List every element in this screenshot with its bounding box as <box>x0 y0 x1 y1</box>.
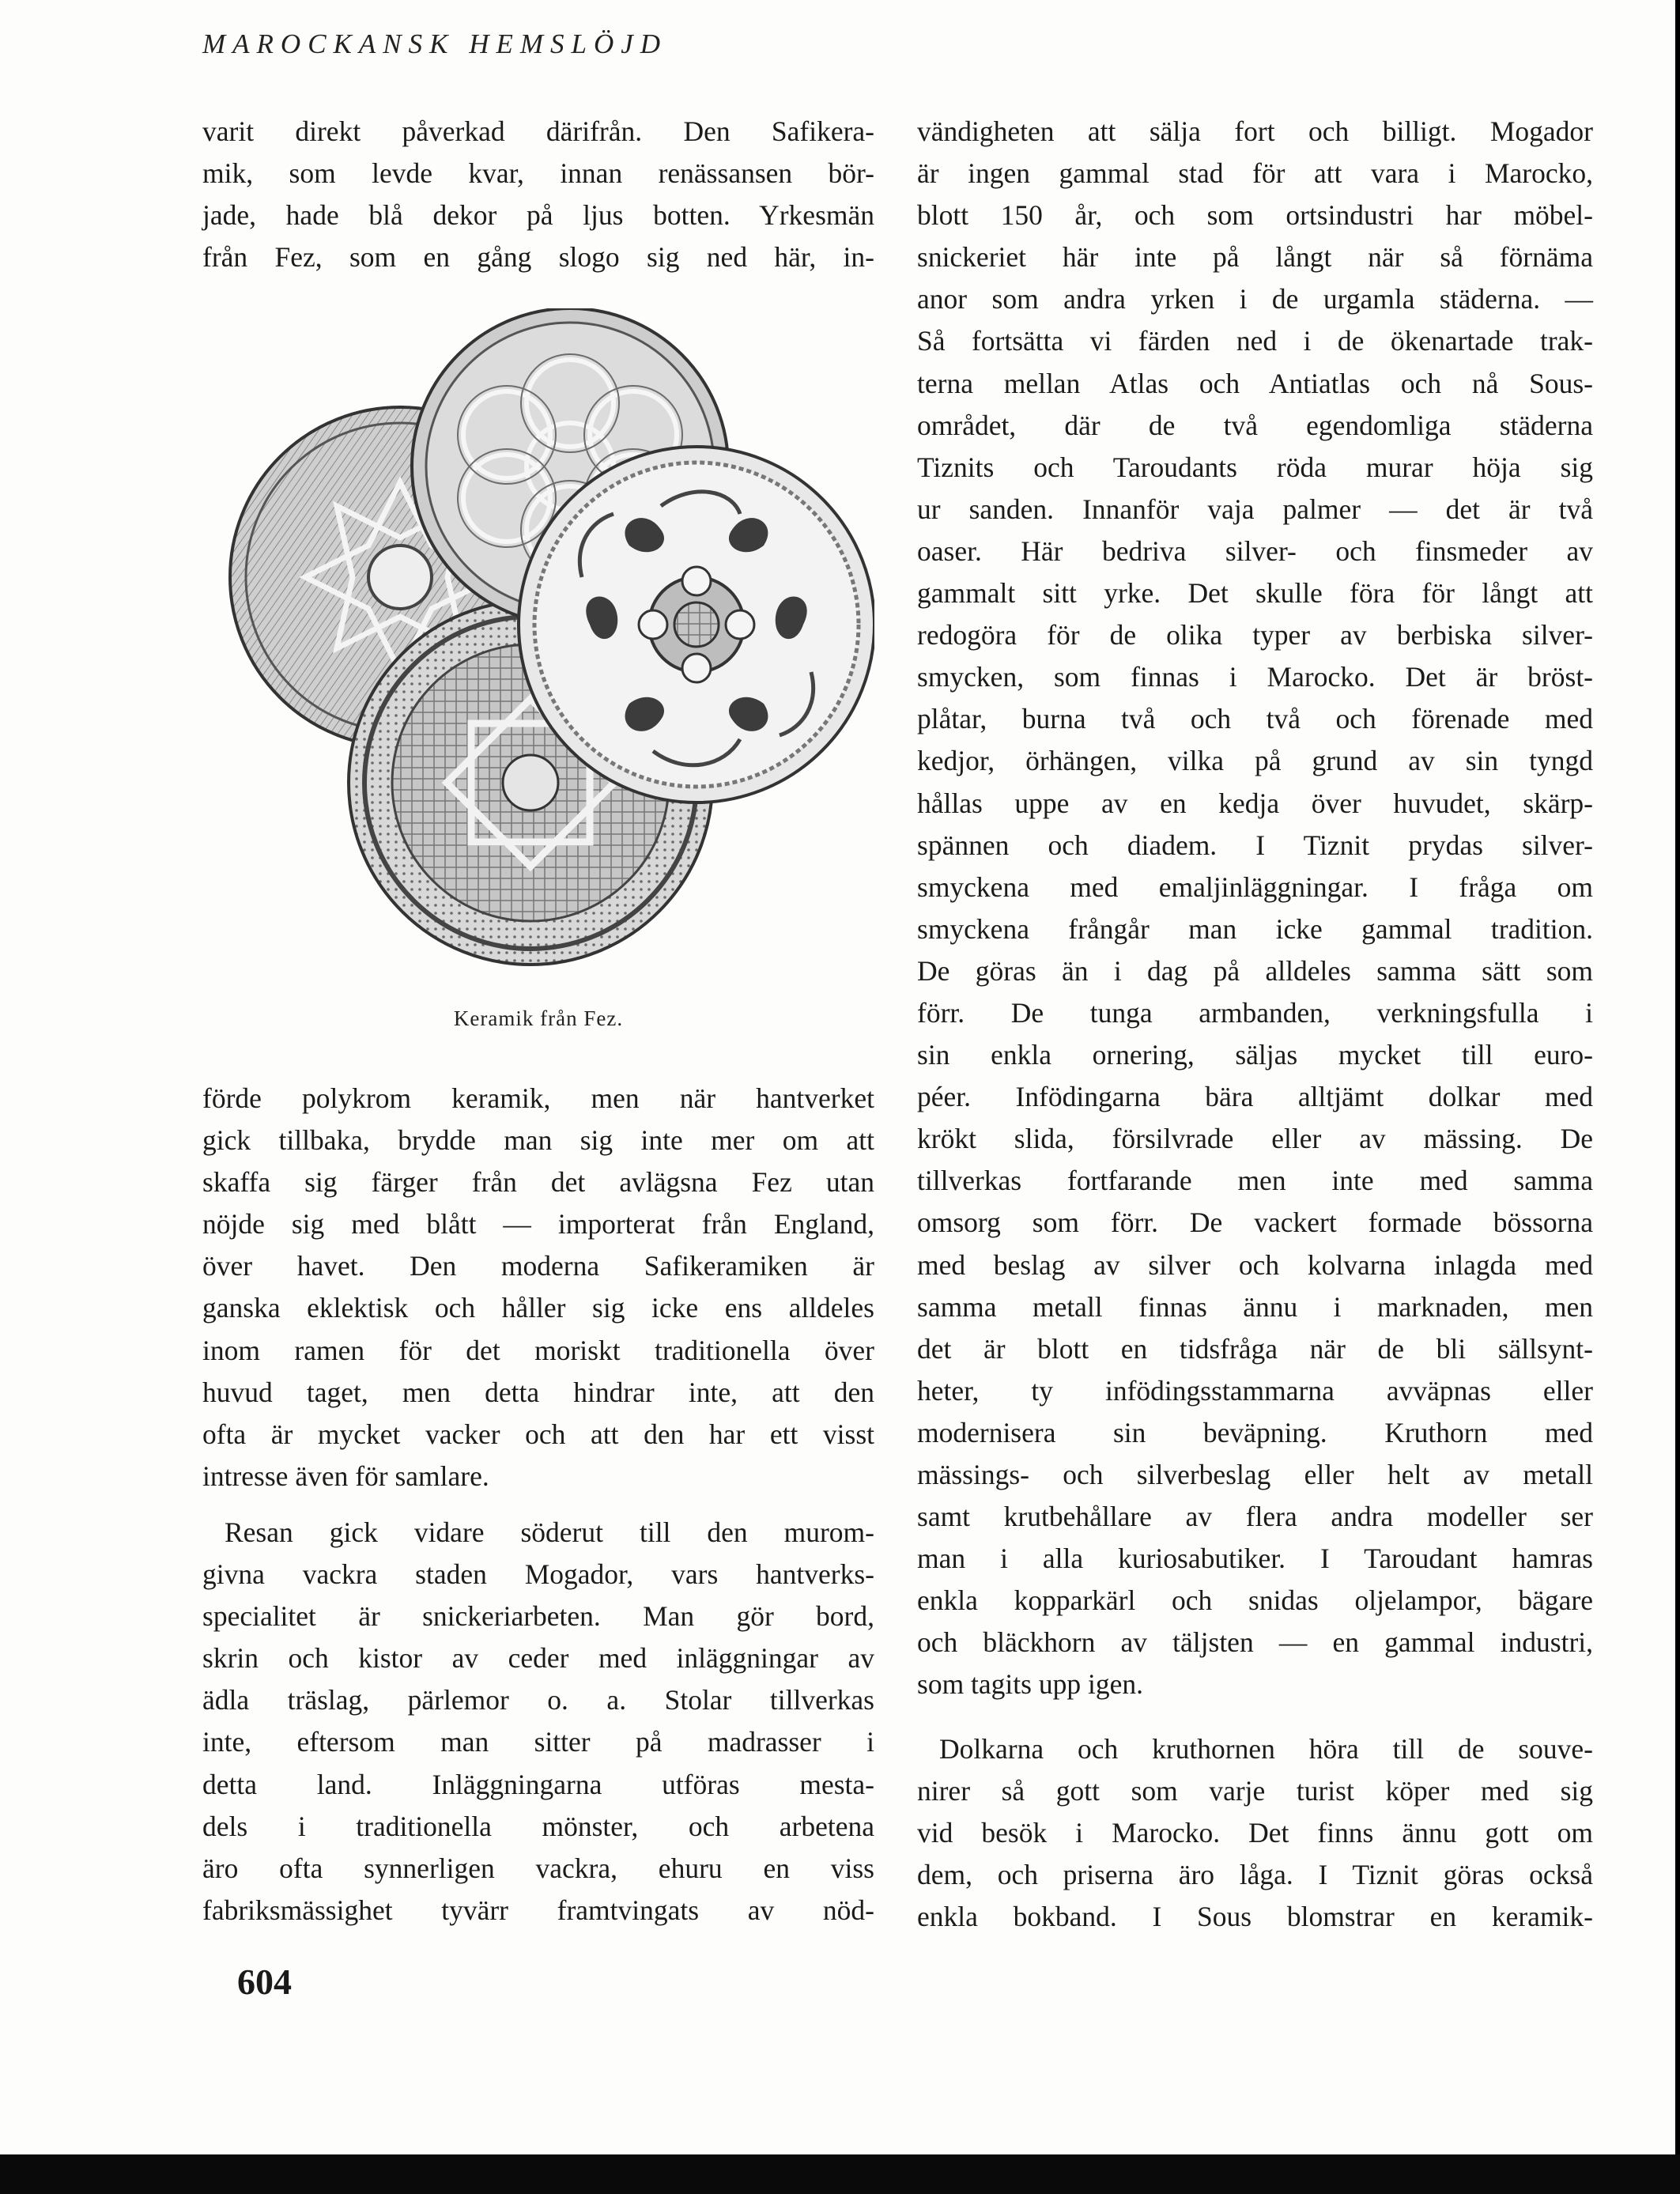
text-line: specialitet är snickeriarbeten. Man gör bord, <box>202 1600 874 1633</box>
text-line: Tiznits och Taroudants röda murar höja sig <box>917 451 1593 483</box>
text-line: Dolkarna och kruthornen höra till de souve- <box>939 1732 1593 1765</box>
left-column-bottom <box>202 1078 874 1932</box>
left-column-top <box>202 111 874 278</box>
text-line: med beslag av silver och kolvarna inlagda med <box>917 1248 1593 1281</box>
paragraph <box>202 1512 874 1932</box>
text-line: enkla kopparkärl och snidas oljelampor, bägare <box>917 1584 1593 1617</box>
text-line: huvud taget, men detta hindrar inte, att den <box>202 1376 874 1408</box>
text-line: snickeriet här inte på långt när så förnäma <box>917 241 1593 274</box>
text-line: vid besök i Marocko. Det finns ännu gott om <box>917 1816 1593 1848</box>
text-line: modernisera sin beväpning. Kruthorn med <box>917 1416 1593 1448</box>
paragraph <box>202 1078 874 1497</box>
text-line: oaser. Här bedriva silver- och finsmeder av <box>917 534 1593 567</box>
text-line: anor som andra yrken i de urgamla städerna. — <box>917 283 1593 315</box>
text-line: plåtar, burna två och två och förenade med <box>917 703 1593 735</box>
text-line: intresse även för samlare. <box>202 1460 489 1492</box>
text-line: péer. Infödingarna bära alltjämt dolkar med <box>917 1081 1593 1113</box>
text-line: redogöra för de olika typer av berbiska silver- <box>917 619 1593 651</box>
text-line: ofta är mycket vacker och att den har ett visst <box>202 1418 874 1450</box>
text-line: gammalt sitt yrke. Det skulle föra för långt att <box>917 577 1593 610</box>
text-line: heter, ty infödingsstammarna avväpnas eller <box>917 1374 1593 1407</box>
text-line: över havet. Den moderna Safikeramiken är <box>202 1250 874 1282</box>
text-line: enkla bokband. I Sous blomstrar en keramik- <box>917 1900 1593 1932</box>
text-line: mässings- och silverbeslag eller helt av metall <box>917 1459 1593 1490</box>
plate-right <box>519 447 874 802</box>
scan-bottom-border <box>0 2154 1680 2194</box>
text-line: skrin och kistor av ceder med inläggningar av <box>202 1642 874 1675</box>
text-line: förr. De tunga armbanden, verkningsfulla i <box>917 996 1593 1029</box>
text-line: inte, eftersom man sitter på madrasser i <box>202 1726 874 1758</box>
ceramic-plates-illustration <box>218 308 874 980</box>
text-line: det är blott en tidsfråga när de bli sällsynt- <box>917 1332 1593 1365</box>
text-line: spännen och diadem. I Tiznit prydas silver- <box>917 829 1593 861</box>
text-line: ganska eklektisk och håller sig icke ens alldeles <box>202 1292 874 1324</box>
text-line: skaffa sig färger från det avlägsna Fez utan <box>202 1166 874 1199</box>
ceramics-figure <box>218 308 874 980</box>
page-number: 604 <box>237 1962 292 2002</box>
text-line: Så fortsätta vi färden ned i de ökenartade trak- <box>917 325 1593 357</box>
text-line: gick tillbaka, brydde man sig inte mer om att <box>202 1124 874 1157</box>
text-line: givna vackra staden Mogador, vars hantverks- <box>202 1558 874 1591</box>
paragraph <box>917 1728 1593 1938</box>
text-line: krökt slida, försilvrade eller av mässing. De <box>917 1123 1593 1155</box>
text-line: terna mellan Atlas och Antiatlas och nå Sous- <box>917 367 1593 399</box>
text-line: nöjde sig med blått — importerat från England, <box>202 1208 874 1240</box>
text-line: förde polykrom keramik, men när hantverket <box>202 1082 874 1114</box>
text-line: nirer så gott som varje turist köper med sig <box>917 1774 1593 1807</box>
text-line: smycken, som finnas i Marocko. Det är bröst- <box>917 661 1593 693</box>
figure-caption: Keramik från Fez. <box>453 1006 624 1030</box>
text-line: samt krutbehållare av flera andra modeller ser <box>917 1501 1593 1533</box>
text-line: från Fez, som en gång slogo sig ned här, in- <box>202 241 874 274</box>
scan-edge <box>1675 0 1680 2194</box>
paragraph <box>917 111 1593 1706</box>
text-line: tillverkas fortfarande men inte med samma <box>917 1165 1593 1197</box>
text-line: omsorg som förr. De vackert formade bössorna <box>917 1207 1593 1239</box>
text-line: De göras än i dag på alldeles samma sätt som <box>917 954 1593 987</box>
text-line: inom ramen för det moriskt traditionella över <box>202 1334 874 1366</box>
text-line: kedjor, örhängen, vilka på grund av sin tyngd <box>917 745 1593 777</box>
text-line: smyckena frångår man icke gammal tradition. <box>917 912 1593 945</box>
text-line: detta land. Inläggningarna utföras mesta- <box>202 1768 874 1800</box>
text-line: mik, som levde kvar, innan renässansen bör- <box>202 157 874 190</box>
text-line: dem, och priserna äro låga. I Tiznit göras också <box>917 1858 1593 1890</box>
text-line: är ingen gammal stad för att vara i Marocko, <box>917 157 1593 190</box>
text-line: varit direkt påverkad därifrån. Den Safikera- <box>202 115 874 147</box>
text-line: fabriksmässighet tyvärr framtvingats av nöd- <box>202 1894 874 1926</box>
text-line: man i alla kuriosabutiker. I Taroudant hamras <box>917 1543 1593 1575</box>
text-line: området, där de två egendomliga städerna <box>917 409 1593 441</box>
running-head: MAROCKANSK HEMSLÖJD <box>202 28 668 59</box>
text-line: samma metall finnas ännu i marknaden, men <box>917 1290 1593 1323</box>
text-line: och bläckhorn av täljsten — en gammal industri, <box>917 1626 1593 1659</box>
text-line: ädla träslag, pärlemor o. a. Stolar tillverkas <box>202 1684 874 1716</box>
text-line: blott 150 år, och som ortsindustri har möbel- <box>917 199 1593 232</box>
text-line: vändigheten att sälja fort och billigt. Mogador <box>917 115 1593 147</box>
text-line: ur sanden. Innanför vaja palmer — det är två <box>917 493 1593 525</box>
text-line: äro ofta synnerligen vackra, ehuru en viss <box>202 1852 874 1884</box>
text-line: hållas uppe av en kedja över huvudet, skärp- <box>917 787 1593 819</box>
right-column <box>917 111 1593 1938</box>
text-line: smyckena med emaljinläggningar. I fråga om <box>917 870 1593 903</box>
text-line: sin enkla ornering, säljas mycket till euro- <box>917 1039 1593 1071</box>
text-line: jade, hade blå dekor på ljus botten. Yrkesmän <box>202 199 874 232</box>
text-line: dels i traditionella mönster, och arbetena <box>202 1810 874 1842</box>
text-line: som tagits upp igen. <box>917 1668 1143 1701</box>
text-line: Resan gick vidare söderut till den murom- <box>225 1516 874 1548</box>
